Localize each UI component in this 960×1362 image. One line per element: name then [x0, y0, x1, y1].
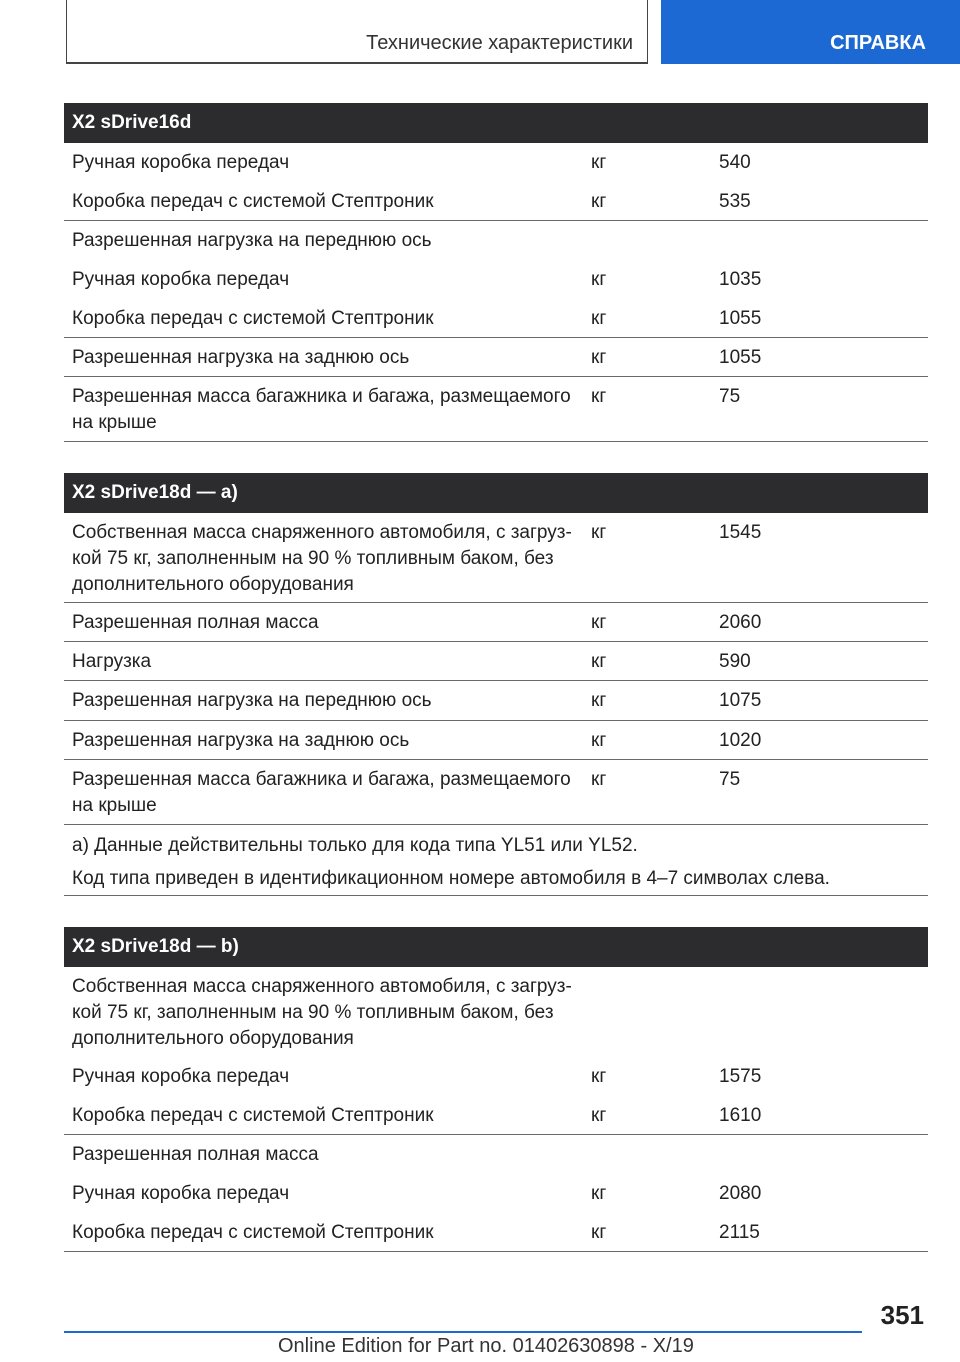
row-label: Собственная масса снаряженного автомобиля, с загруз-кой 75 кг, заполненным на 90 % топливным баком, без дополнительного оборудования: [72, 522, 572, 595]
row-value: 2115: [719, 1222, 760, 1243]
row-label: Ручная коробка передач: [72, 269, 290, 290]
row-unit: кг: [591, 690, 607, 711]
row-value: 2080: [719, 1183, 762, 1204]
table-row: [64, 182, 928, 221]
row-label: Разрешенная полная масса: [72, 612, 319, 633]
row-value: 535: [719, 191, 751, 212]
footer-divider: [64, 1331, 862, 1333]
table-row: [64, 681, 928, 721]
table-row: [64, 299, 928, 338]
footnote-type-code: Код типа приведен в идентификационном номере автомобиля в 4–7 символах слева.: [72, 868, 830, 889]
section-tab[interactable]: СПРАВКА: [661, 0, 960, 64]
row-unit: кг: [591, 522, 607, 543]
row-value: 75: [719, 386, 741, 407]
row-label: Коробка передач с системой Стептроник: [72, 1222, 434, 1243]
row-unit: кг: [591, 651, 607, 672]
row-unit: кг: [591, 347, 607, 368]
row-value: 540: [719, 152, 751, 173]
row-value: 1035: [719, 269, 762, 290]
table-row: [64, 642, 928, 681]
row-label: Нагрузка: [72, 651, 152, 672]
row-label: Собственная масса снаряженного автомобиля, с загруз-кой 75 кг, заполненным на 90 % топливным баком, без дополнительного оборудования: [72, 976, 572, 1049]
table-title: X2 sDrive18d — a): [64, 473, 928, 513]
row-value: 1020: [719, 730, 762, 751]
row-label: Разрешенная полная масса: [72, 1144, 319, 1165]
table-row: [64, 1213, 928, 1252]
table-title: X2 sDrive18d — b): [64, 927, 928, 967]
table-row: [64, 967, 928, 1057]
row-unit: кг: [591, 191, 607, 212]
row-value: 590: [719, 651, 751, 672]
spec-table-sdrive16d: [64, 103, 928, 442]
row-label: Ручная коробка передач: [72, 1066, 290, 1087]
spec-table-sdrive18d-b: [64, 927, 928, 1252]
table-row: [64, 513, 928, 603]
row-unit: кг: [591, 308, 607, 329]
row-label: Ручная коробка передач: [72, 152, 290, 173]
table-row: [64, 260, 928, 299]
row-label: Разрешенная нагрузка на заднюю ось: [72, 347, 410, 368]
row-unit: кг: [591, 1222, 607, 1243]
row-value: 1575: [719, 1066, 762, 1087]
chapter-title: Технические характеристики: [66, 0, 648, 64]
spec-table-sdrive18d-a: [64, 473, 928, 825]
table-row: [64, 1174, 928, 1213]
page-header: [0, 0, 960, 66]
row-value: 75: [719, 769, 741, 790]
row-unit: кг: [591, 1066, 607, 1087]
row-value: 1545: [719, 522, 762, 543]
row-value: 1055: [719, 347, 762, 368]
table-row: [64, 760, 928, 825]
row-label: Разрешенная нагрузка на заднюю ось: [72, 730, 410, 751]
row-unit: кг: [591, 769, 607, 790]
divider: [64, 895, 928, 896]
page-number: 351: [880, 1300, 924, 1330]
row-label: Разрешенная масса багажника и багажа, размещаемого на крыше: [72, 386, 571, 433]
table-row: [64, 221, 928, 260]
row-label: Разрешенная масса багажника и багажа, размещаемого на крыше: [72, 769, 571, 816]
row-unit: кг: [591, 730, 607, 751]
row-label: Разрешенная нагрузка на переднюю ось: [72, 690, 432, 711]
row-label: Коробка передач с системой Стептроник: [72, 308, 434, 329]
table-row: [64, 603, 928, 642]
row-unit: кг: [591, 1105, 607, 1126]
table-row: [64, 377, 928, 442]
footer-edition: Online Edition for Part no. 01402630898 - X/19: [278, 1335, 694, 1357]
row-value: 1055: [719, 308, 762, 329]
footnote-a: a) Данные действительны только для кода типа YL51 или YL52.: [72, 835, 638, 856]
table-row: [64, 143, 928, 182]
row-unit: кг: [591, 152, 607, 173]
table-row: [64, 721, 928, 760]
row-label: Разрешенная нагрузка на переднюю ось: [72, 230, 432, 251]
row-unit: кг: [591, 269, 607, 290]
row-label: Ручная коробка передач: [72, 1183, 290, 1204]
table-row: [64, 1096, 928, 1135]
table-row: [64, 1135, 928, 1174]
row-unit: кг: [591, 1183, 607, 1204]
row-label: Коробка передач с системой Стептроник: [72, 191, 434, 212]
row-value: 1075: [719, 690, 762, 711]
row-unit: кг: [591, 612, 607, 633]
table-row: [64, 1057, 928, 1096]
row-label: Коробка передач с системой Стептроник: [72, 1105, 434, 1126]
table-title: X2 sDrive16d: [64, 103, 928, 143]
row-unit: кг: [591, 386, 607, 407]
row-value: 2060: [719, 612, 762, 633]
row-value: 1610: [719, 1105, 762, 1126]
table-row: [64, 338, 928, 377]
